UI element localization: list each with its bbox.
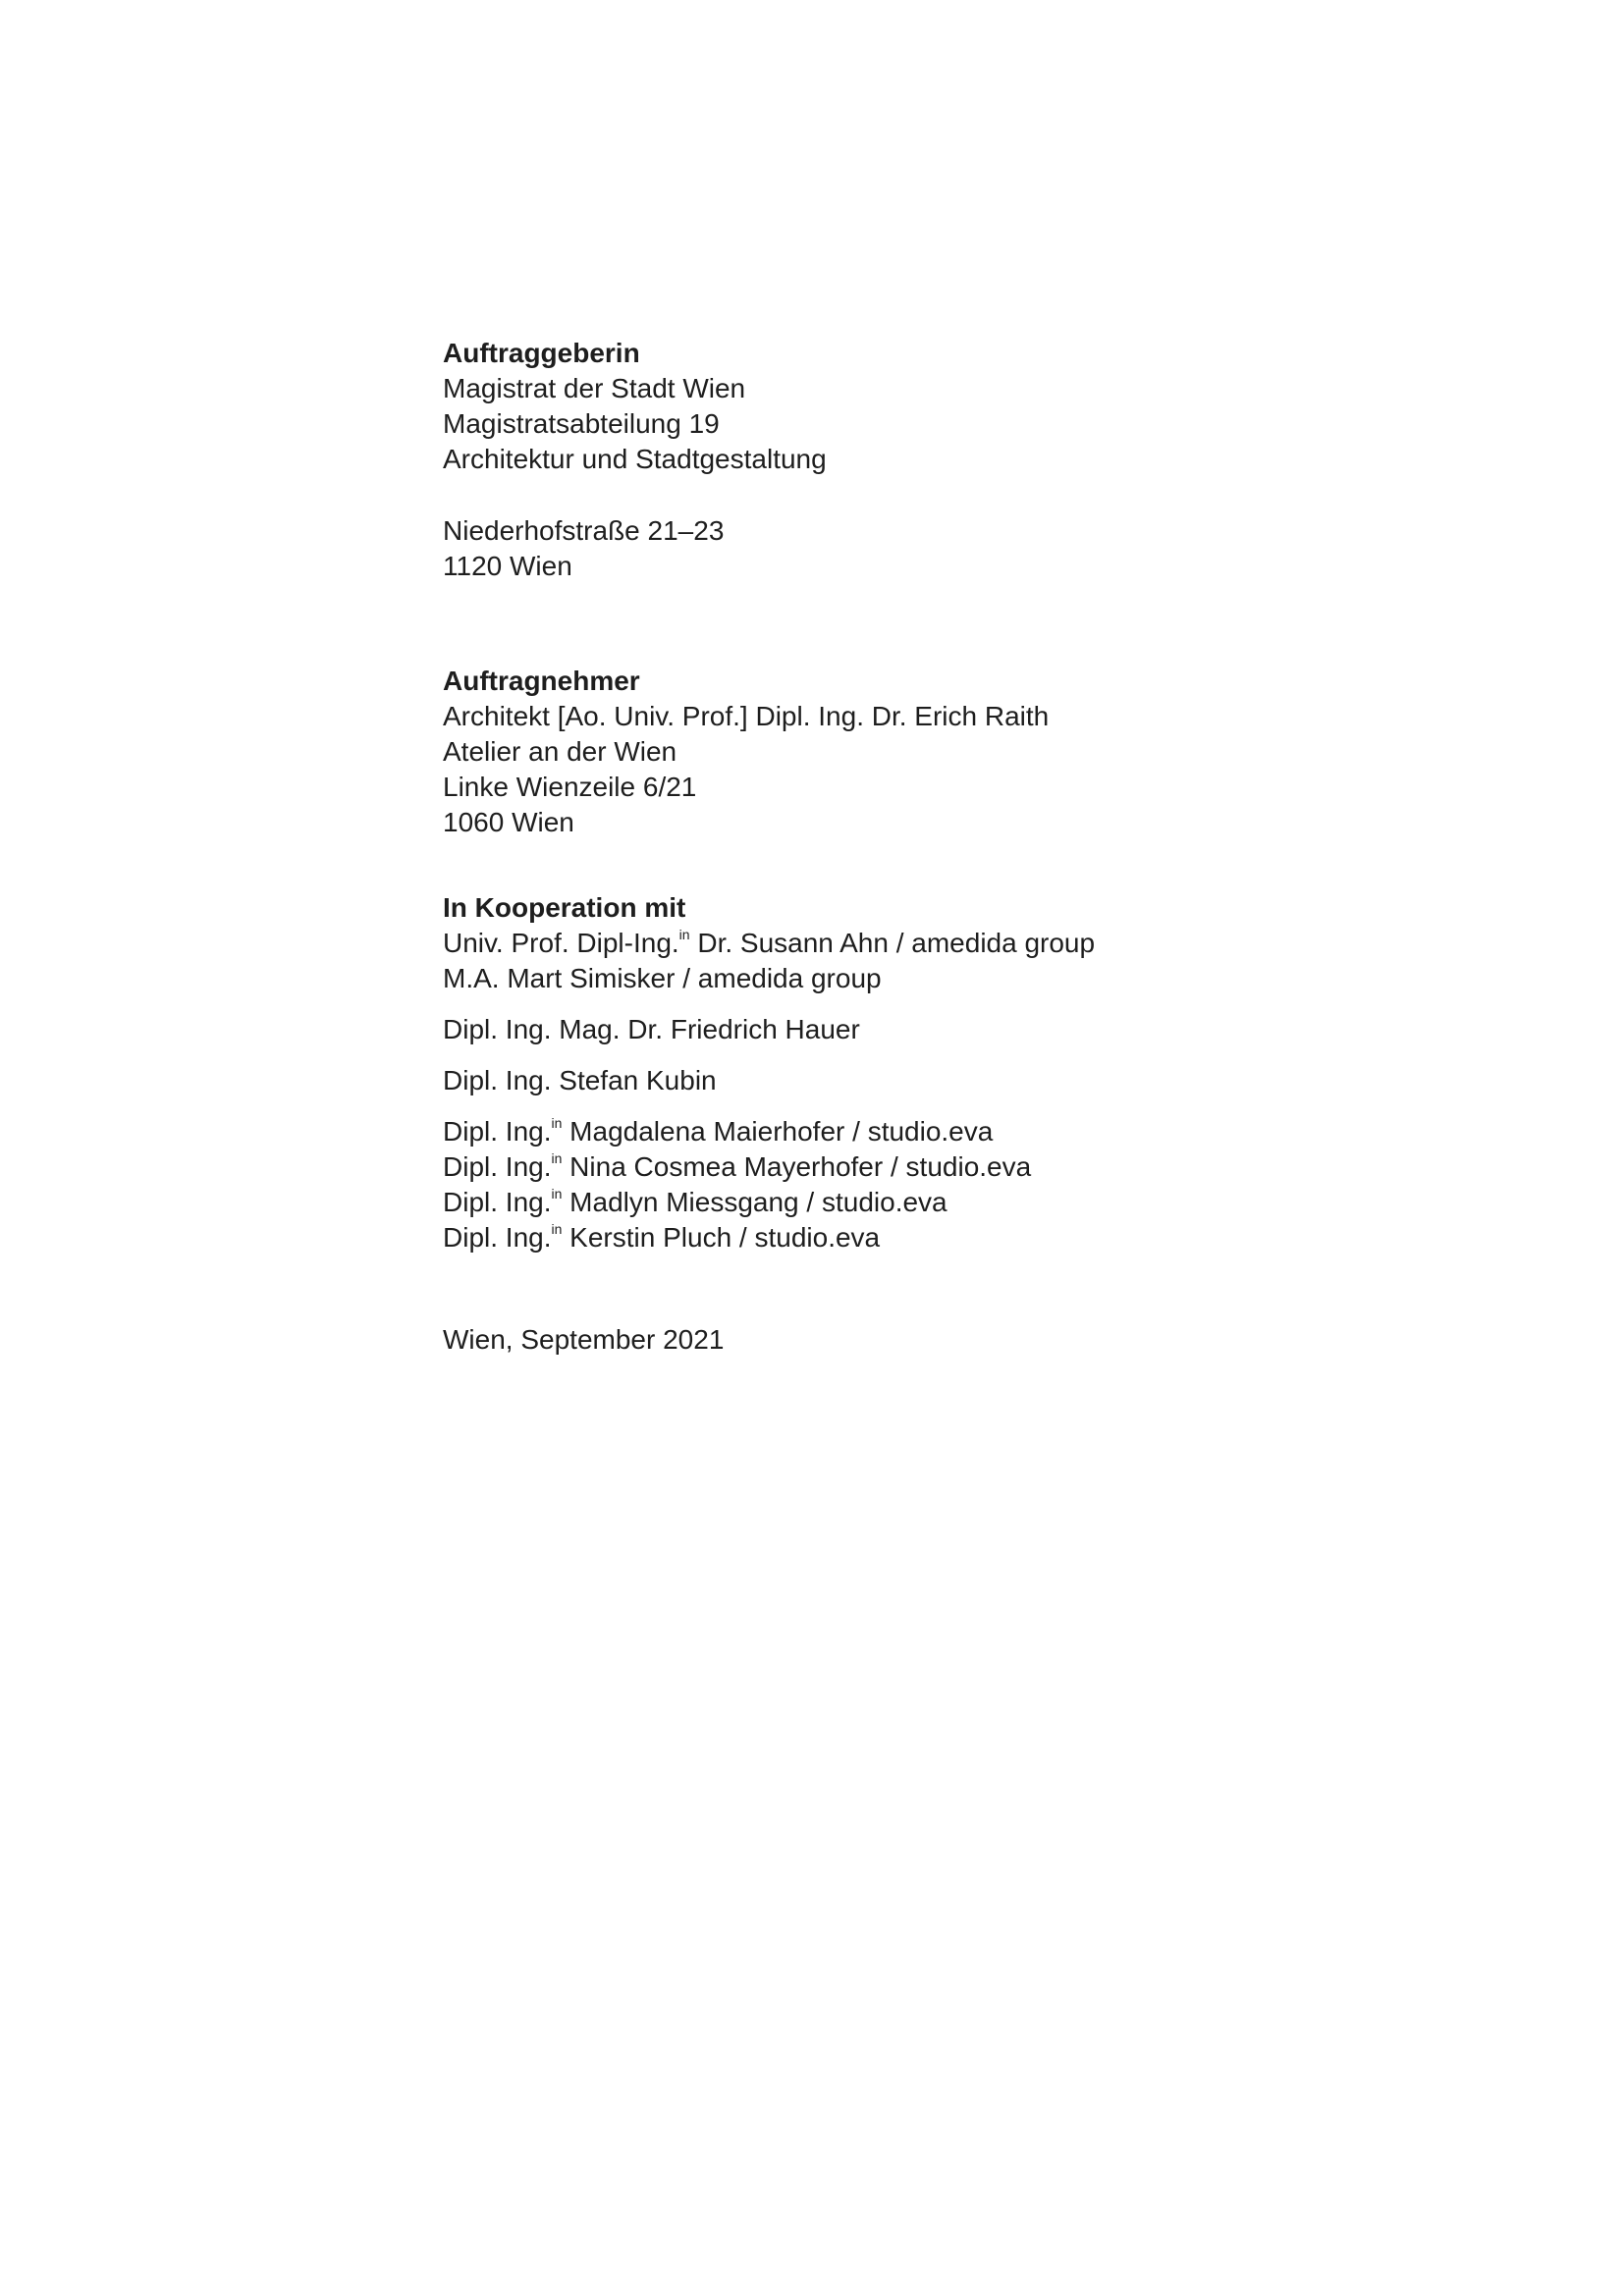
imprint-block <box>443 336 1326 1358</box>
client-address-line: 1120 Wien <box>443 551 572 581</box>
cooperation-partner-studio: Dipl. Ing.$^{in}$ Madlyn Miessgang / studio.eva <box>443 1186 947 1217</box>
cooperation-partner-hauer: Dipl. Ing. Mag. Dr. Friedrich Hauer <box>443 1014 860 1044</box>
title-suffix: in <box>678 927 690 942</box>
title-suffix: in <box>551 1186 563 1201</box>
cooperation-heading: In Kooperation mit <box>443 892 686 923</box>
client-line: Magistrat der Stadt Wien <box>443 373 746 403</box>
cooperation-partner-studio: Dipl. Ing.$^{in}$ Magdalena Maierhofer / studio.eva <box>443 1115 994 1147</box>
cooperation-partner-studio: Dipl. Ing.$^{in}$ Kerstin Pluch / studio.eva <box>443 1221 881 1253</box>
contractor-line: Linke Wienzeile 6/21 <box>443 772 697 802</box>
contractor-line: Atelier an der Wien <box>443 736 677 767</box>
client-address-line: Niederhofstraße 21–23 <box>443 515 725 546</box>
cooperation-partner-ahn: Univ. Prof. Dipl-Ing.$^{in}$ Dr. Susann Ahn / amedida group <box>443 927 1096 958</box>
client-line: Architektur und Stadtgestaltung <box>443 444 827 474</box>
contractor-heading: Auftragnehmer <box>443 666 640 696</box>
title-suffix: in <box>551 1221 563 1237</box>
client-line: Magistratsabteilung 19 <box>443 408 720 439</box>
title-suffix: in <box>551 1150 563 1166</box>
place-date: Wien, September 2021 <box>443 1324 725 1355</box>
client-heading: Auftraggeberin <box>443 338 640 368</box>
cooperation-partner-simisker: M.A. Mart Simisker / amedida group <box>443 963 882 993</box>
contractor-line: Architekt [Ao. Univ. Prof.] Dipl. Ing. Dr. Erich Raith <box>443 701 1050 731</box>
cooperation-partner-studio: Dipl. Ing.$^{in}$ Nina Cosmea Mayerhofer / studio.eva <box>443 1150 1032 1182</box>
contractor-line: 1060 Wien <box>443 807 574 837</box>
cooperation-partner-kubin: Dipl. Ing. Stefan Kubin <box>443 1065 717 1095</box>
title-suffix: in <box>551 1115 563 1131</box>
